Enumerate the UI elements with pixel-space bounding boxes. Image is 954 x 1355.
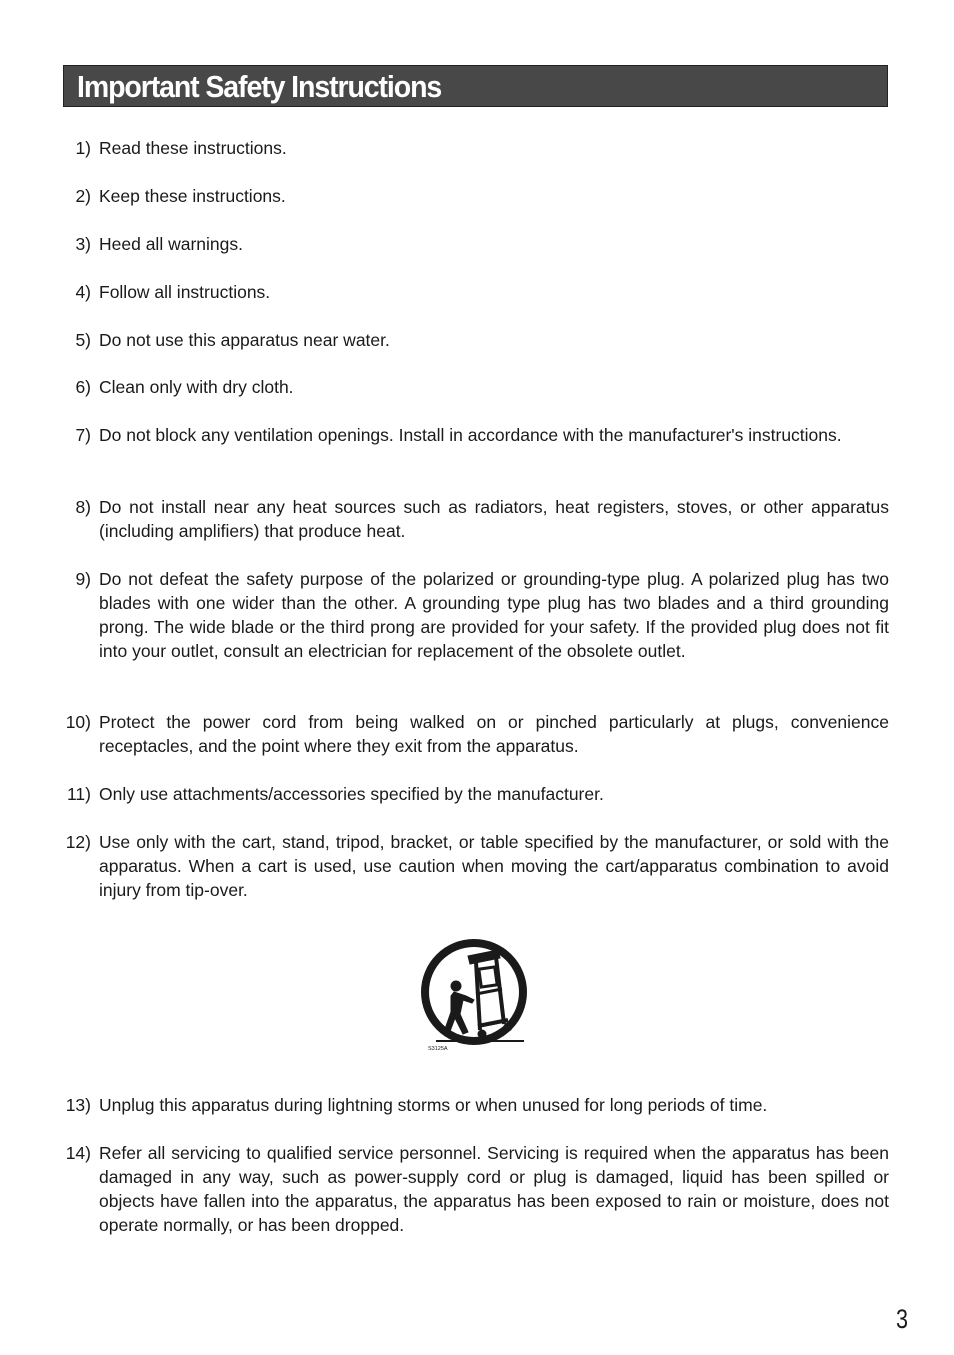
item-number: 14)	[65, 1143, 91, 1163]
list-item	[60, 1093, 889, 1117]
cart-tip-over-warning-icon	[416, 934, 528, 1054]
page-number: 3	[895, 1304, 908, 1334]
list-item	[60, 280, 889, 304]
item-number: 11)	[67, 784, 91, 804]
list-item	[60, 136, 889, 160]
list-item	[60, 328, 889, 352]
list-item	[60, 184, 889, 208]
item-number: 12)	[65, 832, 91, 852]
item-text: Do not defeat the safety purpose of the polarized or grounding-type plug. A polarized plug has two blades with one wider than the other. A grounding type plug has two blades and a third grounding prong. The wide blade or the third prong are provided for your safety. If the provided plug does not fit into your outlet, consult an electrician for replacement of the obsolete outlet.	[99, 569, 889, 661]
list-item	[60, 375, 889, 399]
list-item	[60, 567, 889, 663]
item-text: Use only with the cart, stand, tripod, bracket, or table specified by the manufacturer, or sold with the apparatus. When a cart is used, use caution when moving the cart/apparatus combination to avoid injury from tip-over.	[99, 832, 889, 900]
item-text: Follow all instructions.	[99, 282, 271, 302]
item-number: 1)	[75, 138, 91, 158]
item-number: 6)	[75, 377, 91, 397]
item-text: Heed all warnings.	[99, 234, 243, 254]
item-text: Read these instructions.	[99, 138, 287, 158]
item-text: Do not use this apparatus near water.	[99, 330, 390, 350]
list-item	[60, 423, 889, 447]
item-text: Only use attachments/accessories specified by the manufacturer.	[99, 784, 604, 804]
item-number: 8)	[75, 497, 91, 517]
item-text: Keep these instructions.	[99, 186, 286, 206]
section-title-bar	[63, 65, 888, 107]
item-text: Clean only with dry cloth.	[99, 377, 294, 397]
item-number: 13)	[65, 1095, 91, 1115]
item-number: 5)	[75, 330, 91, 350]
item-text: Protect the power cord from being walked on or pinched particularly at plugs, convenience receptacles, and the point where they exit from the apparatus.	[99, 712, 889, 756]
list-item	[60, 495, 889, 543]
list-item	[60, 830, 889, 902]
list-item	[60, 232, 889, 256]
page-title: Important Safety Instructions	[77, 69, 442, 104]
item-number: 2)	[75, 186, 91, 206]
item-text: Refer all servicing to qualified service personnel. Servicing is required when the apparatus has been damaged in any way, such as power-supply cord or plug is damaged, liquid has been spilled or objects have fallen into the apparatus, the apparatus has been exposed to rain or moisture, does not operate normally, or has been dropped.	[99, 1143, 889, 1235]
item-number: 9)	[75, 569, 91, 589]
item-number: 7)	[75, 425, 91, 445]
cart-symbol-code: S3125A	[428, 1046, 448, 1052]
item-number: 3)	[75, 234, 91, 254]
item-number: 10)	[65, 712, 91, 732]
list-item	[60, 1141, 889, 1237]
item-number: 4)	[75, 282, 91, 302]
item-text: Do not block any ventilation openings. Install in accordance with the manufacturer's instructions.	[99, 425, 842, 445]
item-text: Unplug this apparatus during lightning storms or when unused for long periods of time.	[99, 1095, 768, 1115]
item-text: Do not install near any heat sources such as radiators, heat registers, stoves, or other apparatus (including amplifiers) that produce heat.	[99, 497, 889, 541]
list-item	[60, 782, 889, 806]
list-item	[60, 710, 889, 758]
